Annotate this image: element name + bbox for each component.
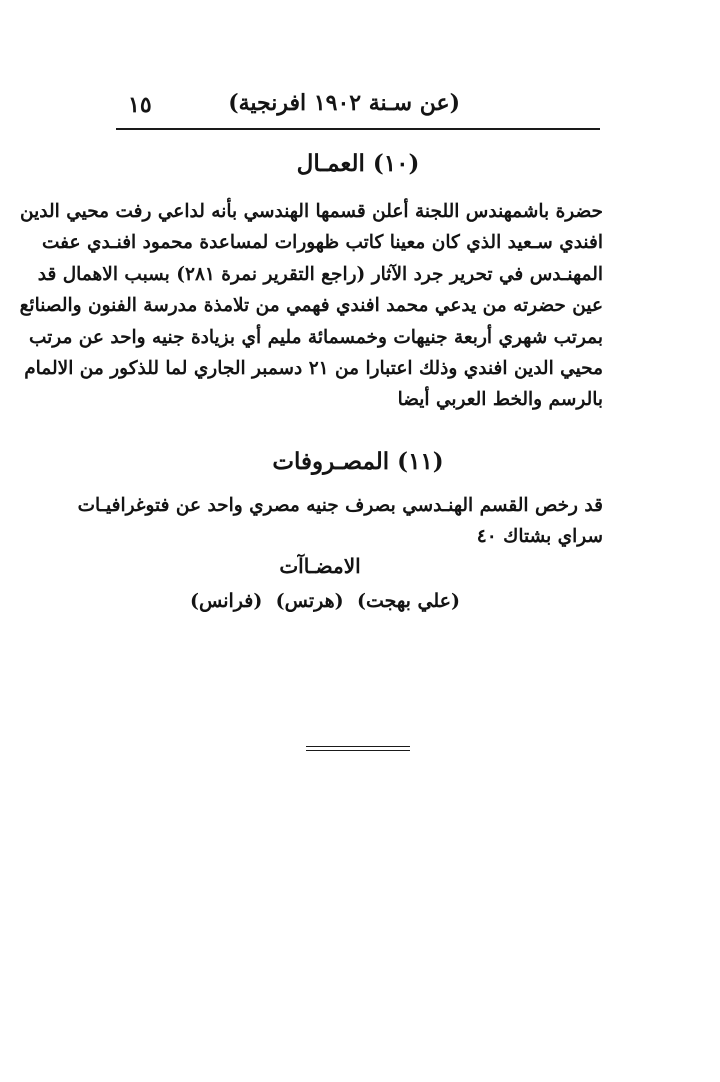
footer-rule-top	[306, 746, 410, 747]
paragraph-line: بالرسم والخط العربي أيضا	[397, 389, 603, 411]
paragraph-line: قد رخص القسم الهنـدسي بصرف جنيه مصري واحد عن فتوغرافيـات	[77, 495, 603, 516]
signatory-name: (علي بهجت)	[356, 590, 460, 612]
page-header	[116, 86, 600, 126]
paragraph-line: عين حضرته من يدعي محمد افندي فهمي من تلامذة مدرسة الفنون والصنائع	[19, 295, 603, 317]
section-body-expenses	[77, 490, 603, 553]
paragraph-line: المهنـدس في تحرير جرد الآثار (راجع التقرير نمرة ٢٨١) بسبب الاهمال قد	[37, 263, 603, 285]
signatures-title: الامضـاآت	[279, 554, 361, 578]
signatory-name: (هرتس)	[275, 590, 344, 612]
paragraph-line: سراي بشتاك ٤٠	[476, 526, 603, 548]
paragraph-line: افندي سـعيد الذي كان معينا كاتب ظهورات لمساعدة محمود افنـدي عفت	[42, 232, 603, 254]
running-title: (عن سـنة ١٩٠٢ افرنجية)	[228, 90, 460, 116]
header-rule	[116, 128, 600, 130]
signatory-name: (فرانس)	[190, 590, 263, 612]
section-body-workers	[19, 196, 603, 416]
signatories-list	[190, 590, 460, 612]
page-number: ١٥	[128, 92, 152, 118]
paragraph-line: بمرتب شهري أربعة جنيهات وخمسمائة مليم أي بزيادة جنيه واحد عن مرتب	[28, 326, 603, 348]
section-heading-expenses: (١١) المصـروفات	[272, 448, 444, 475]
section-heading-workers: (١٠) العمـال	[296, 150, 420, 177]
paragraph-line: محيي الدين افندي وذلك اعتبارا من ٢١ دسمبر الجاري لما للذكور من الالمام	[24, 357, 603, 379]
footer-rule-bottom	[306, 750, 410, 751]
paragraph-line: حضرة باشمهندس اللجنة أعلن قسمها الهندسي بأنه لداعي رفت محيي الدين	[20, 201, 603, 222]
